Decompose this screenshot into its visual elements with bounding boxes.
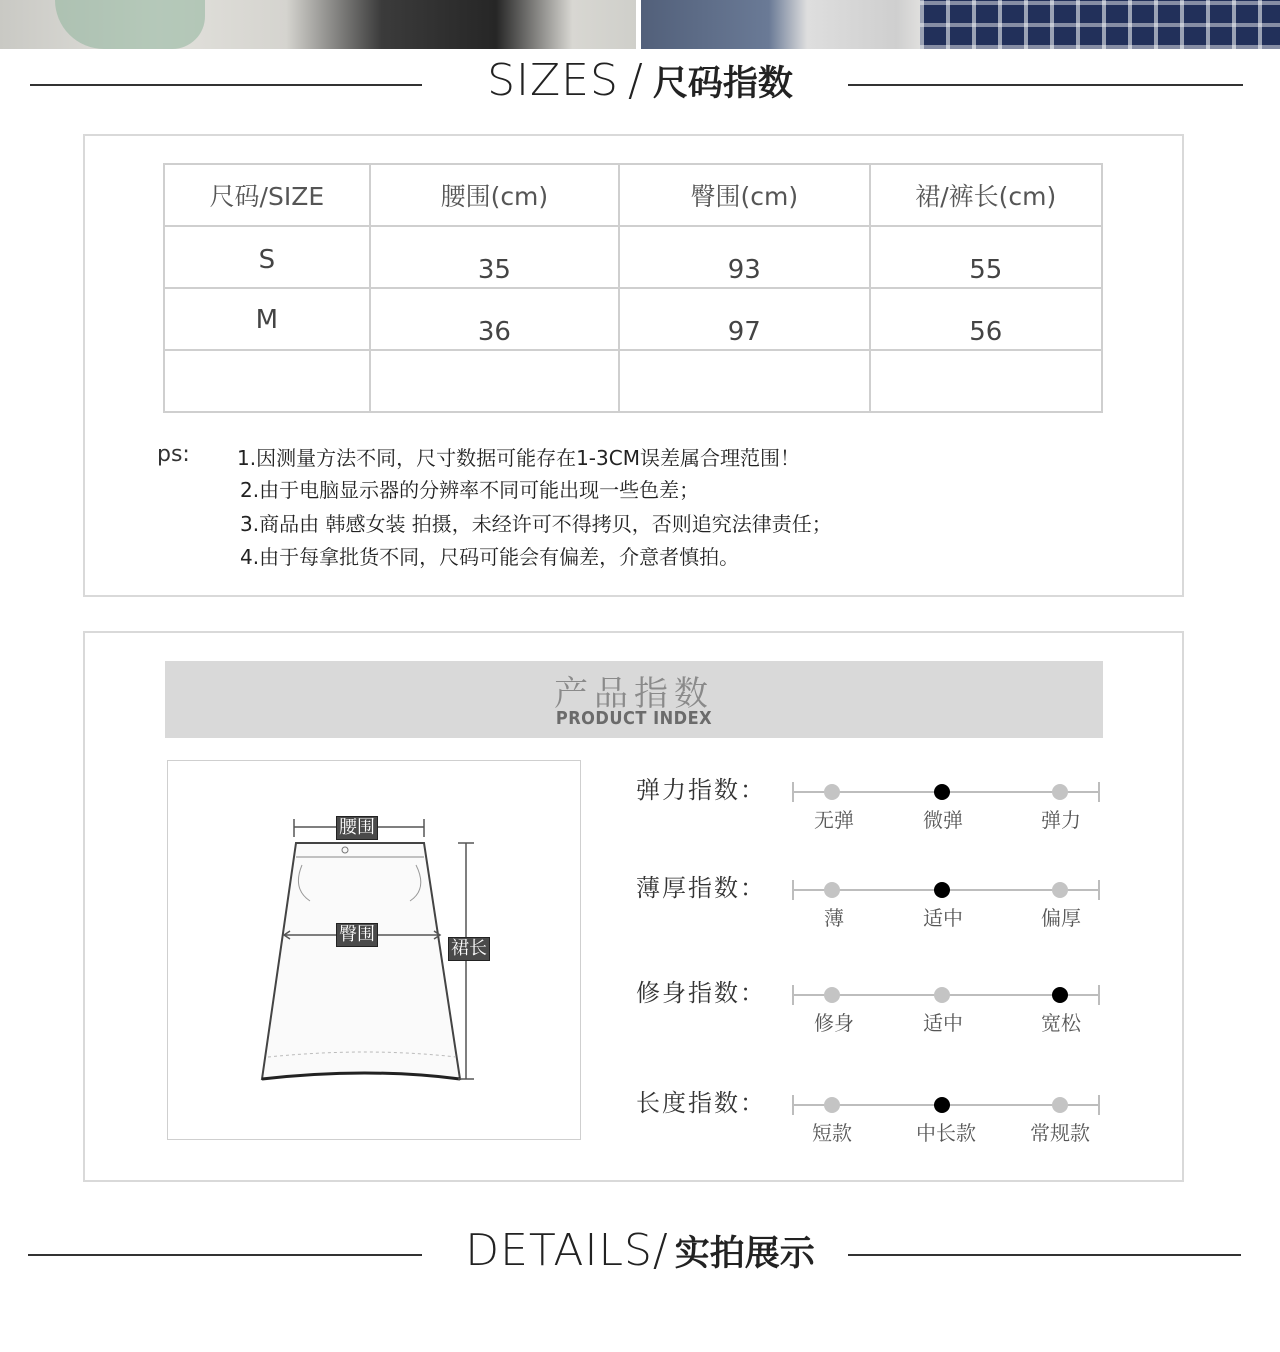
option-label: 修身 (814, 1011, 854, 1035)
scale-dot (824, 987, 840, 1003)
index-scale (792, 985, 1100, 1005)
sizes-title (0, 55, 1280, 106)
option-label: 薄 (824, 906, 844, 930)
cell-empty (870, 350, 1103, 412)
details-title-en: DETAILS (465, 1225, 653, 1276)
scale-dot (934, 987, 950, 1003)
option-label: 短款 (812, 1121, 852, 1145)
waist-label: 腰围 (336, 816, 378, 840)
header-size: 尺码/SIZE (164, 164, 370, 226)
size-table-header-row (164, 164, 1102, 226)
scale-dot (824, 784, 840, 800)
option-label: 微弹 (923, 808, 963, 832)
note-item: 3.商品由 韩感女装 拍摄，未经许可不得拷贝，否则追究法律责任； (240, 512, 832, 536)
size-table (163, 163, 1103, 413)
index-row-fit (636, 973, 1116, 1033)
scale-dot (1052, 882, 1068, 898)
scale-dot-selected (1052, 987, 1068, 1003)
scale-dot-selected (934, 882, 950, 898)
cell-empty (164, 350, 370, 412)
details-title-separator: / (652, 1225, 669, 1276)
index-label: 薄厚指数： (636, 874, 766, 902)
table-row-empty (164, 350, 1102, 412)
length-label: 裙长 (448, 937, 490, 961)
skirt-diagram (167, 760, 581, 1140)
scale-dot (824, 882, 840, 898)
index-label: 长度指数： (636, 1089, 766, 1117)
option-label: 适中 (923, 906, 963, 930)
header-waist: 腰围(cm) (370, 164, 619, 226)
index-row-length (636, 1083, 1116, 1143)
product-index-title-en: PRODUCT INDEX (555, 708, 713, 729)
note-item: 2.由于电脑显示器的分辨率不同可能出现一些色差； (240, 478, 700, 502)
index-label: 弹力指数： (636, 776, 766, 804)
photo-left (0, 0, 636, 49)
header-length: 裙/裤长(cm) (870, 164, 1103, 226)
plaid-fabric-photo (920, 0, 1280, 49)
cell-waist: 36 (370, 288, 619, 350)
cell-empty (619, 350, 869, 412)
details-title (0, 1225, 1280, 1276)
index-row-elasticity (636, 770, 1116, 830)
index-scale (792, 782, 1100, 802)
option-label: 常规款 (1030, 1121, 1090, 1145)
table-row (164, 288, 1102, 350)
index-label: 修身指数： (636, 979, 766, 1007)
sizes-title-zh: 尺码指数 (652, 64, 793, 104)
header-hip: 臀围(cm) (619, 164, 869, 226)
cell-size: M (164, 288, 370, 350)
notes-label: ps: (157, 442, 190, 467)
cell-hip: 93 (619, 226, 869, 288)
cell-length: 55 (870, 226, 1103, 288)
sizes-heading (0, 55, 1280, 115)
scale-dot (824, 1097, 840, 1113)
scale-dot (1052, 1097, 1068, 1113)
scale-dot-selected (934, 784, 950, 800)
cell-size: S (164, 226, 370, 288)
cell-length: 56 (870, 288, 1103, 350)
details-heading (0, 1225, 1280, 1285)
product-index-title-zh: 产品指数 (554, 674, 714, 714)
option-label: 宽松 (1041, 1011, 1081, 1035)
details-title-zh: 实拍展示 (674, 1234, 815, 1274)
table-row (164, 226, 1102, 288)
index-row-thickness (636, 868, 1116, 928)
scale-dot (1052, 784, 1068, 800)
note-item: 1.因测量方法不同，尺寸数据可能存在1-3CM误差属合理范围！ (237, 446, 800, 470)
index-scale (792, 1095, 1100, 1115)
option-label: 弹力 (1041, 808, 1081, 832)
option-label: 中长款 (916, 1121, 976, 1145)
top-photo-strip (0, 0, 1280, 49)
cell-hip: 97 (619, 288, 869, 350)
option-label: 无弹 (814, 808, 854, 832)
sizes-title-separator: / (627, 55, 644, 106)
option-label: 适中 (923, 1011, 963, 1035)
cell-waist: 35 (370, 226, 619, 288)
hip-label: 臀围 (336, 923, 378, 947)
index-scale (792, 880, 1100, 900)
cell-empty (370, 350, 619, 412)
scale-dot-selected (934, 1097, 950, 1113)
note-item: 4.由于每拿批货不同，尺码可能会有偏差，介意者慎拍。 (240, 545, 740, 569)
option-label: 偏厚 (1041, 906, 1081, 930)
product-index-banner (165, 661, 1103, 738)
sizes-title-en: SIZES (487, 55, 619, 106)
